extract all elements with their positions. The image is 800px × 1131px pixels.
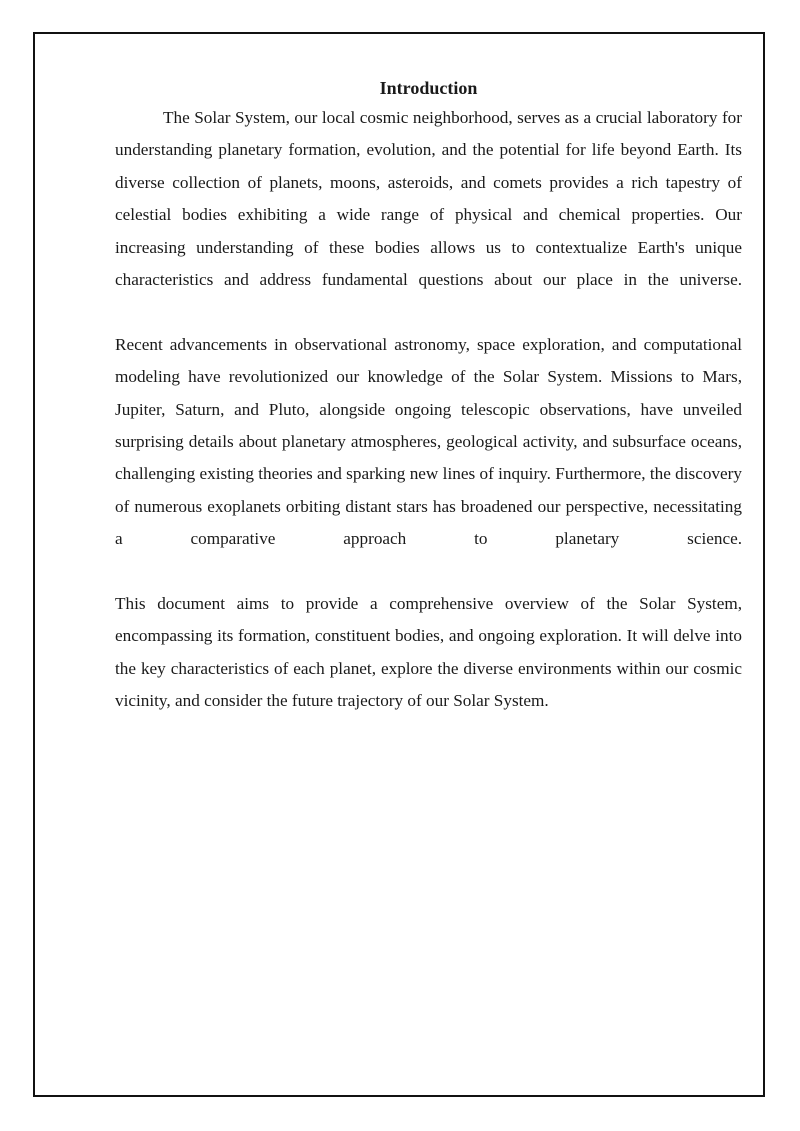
paragraph-2: Recent advancements in observational astronomy, space exploration, and computational modeling have revolutionized our knowledge of the Solar System. Missions to Mars, Jupiter, Saturn, and Pluto, alongside ongoing telescopic observations, have unveiled surprising details about planetary atmospheres, geological activity, and subsurface oceans, challenging existing theories and sparking new lines of inquiry. Furthermore, the discovery of numerous exoplanets orbiting distant stars has broadened our perspective, necessitating a comparative approach to planetary science. [115,334,742,549]
paragraph-gap [115,296,742,328]
paragraph-3: This document aims to provide a comprehensive overview of the Solar System, encompassing its formation, constituent bodies, and ongoing exploration. It will delve into the key characteristics of each planet, explore the diverse environments within our cosmic vicinity, and consider the future trajectory of our Solar System. [115,594,742,711]
paragraph-gap [115,556,742,588]
document-body [115,75,742,718]
paragraph-1: The Solar System, our local cosmic neighborhood, serves as a crucial laboratory for understanding planetary formation, evolution, and the potential for life beyond Earth. Its diverse collection of planets, moons, asteroids, and comets provides a rich tapestry of celestial bodies exhibiting a wide range of physical and chemical properties. Our increasing understanding of these bodies allows us to contextualize Earth's unique characteristics and address fundamental questions about our place in the universe. [115,108,742,290]
section-title: Introduction [379,78,478,98]
